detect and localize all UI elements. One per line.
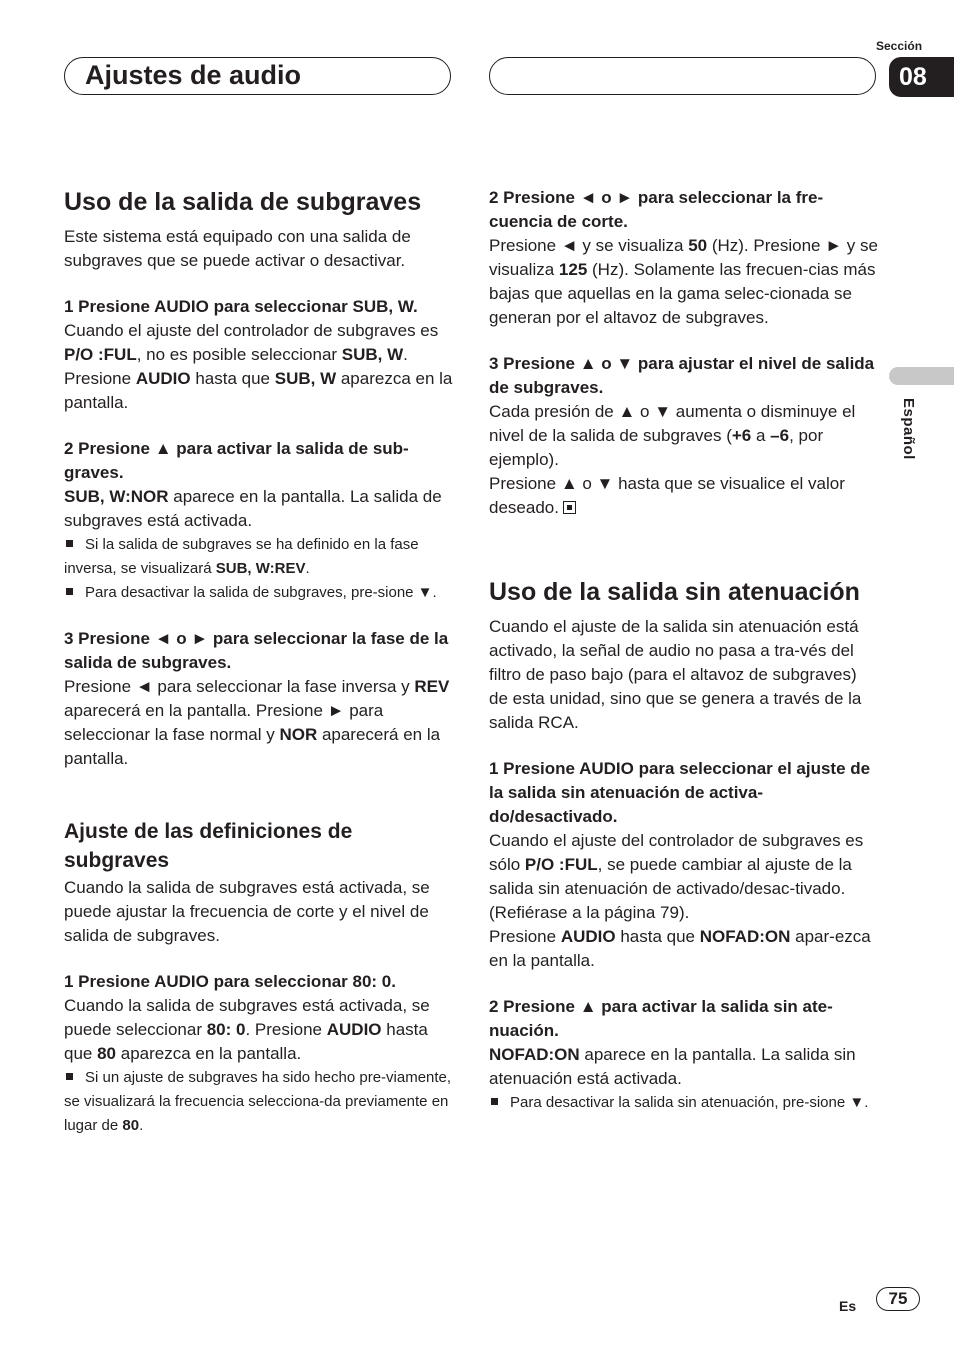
bullet-square-icon xyxy=(491,1098,498,1105)
step-2-cutoff-body: Presione ◄ y se visualiza 50 (Hz). Presione ► y se visualiza 125 (Hz). Solamente las frecuen-cias más bajas que aquellas en la gama selec-cionada se generan por el altavoz de subgraves. xyxy=(489,236,878,327)
language-tab-bar xyxy=(889,367,954,385)
step-1-nofad-body: Cuando el ajuste del controlador de subgraves es sólo P/O :FUL, se puede cambiar al ajuste de la salida sin atenuación de activado/desac-tivado. (Refiérase a la página 79). xyxy=(489,831,864,922)
step-3-body: Presione ◄ para seleccionar la fase inversa y REV aparecerá en la pantalla. Presione ► para seleccionar la fase normal y NOR aparecerá en la pantalla. xyxy=(64,677,450,768)
step-2-body: SUB, W:NOR aparece en la pantalla. La salida de subgraves está activada. xyxy=(64,487,442,530)
section-number-badge: 08 xyxy=(889,57,954,97)
step-2-activate-nofad: 2 Presione ▲ para activar la salida sin ate-nuación. xyxy=(489,997,833,1040)
step-1-select-nofad: 1 Presione AUDIO para seleccionar el ajuste de la salida sin atenuación de activa-do/desactivado. xyxy=(489,759,871,826)
page-title: Ajustes de audio xyxy=(85,60,302,90)
heading-subwoofer-settings: Ajuste de las definiciones de subgraves xyxy=(64,820,353,872)
non-fading-intro: Cuando el ajuste de la salida sin atenuación está activado, la señal de audio no pasa a tra-vés del filtro de paso bajo (para el altavoz de subgraves) de esta unidad, sino que se genera a través de la salida RCA. xyxy=(489,617,862,732)
header-blank-frame xyxy=(489,57,876,95)
step-3-adjust-level: 3 Presione ▲ o ▼ para ajustar el nivel de salida de subgraves. xyxy=(489,354,875,397)
step-3-level-body-2: Presione ▲ o ▼ hasta que se visualice el valor deseado. xyxy=(489,474,845,517)
step-2-nofad-body: NOFAD:ON aparece en la pantalla. La salida sin atenuación está activada. xyxy=(489,1045,856,1088)
note-deactivate-nofad: Para desactivar la salida sin atenuación, pre-sione ▼. xyxy=(489,1091,879,1115)
heading-subwoofer-output: Uso de la salida de subgraves xyxy=(64,188,422,216)
bullet-square-icon xyxy=(66,1073,73,1080)
bullet-square-icon xyxy=(66,588,73,595)
note-deactivate-sub: Para desactivar la salida de subgraves, pre-sione ▼. xyxy=(64,581,454,605)
heading-non-fading-output: Uso de la salida sin atenuación xyxy=(489,578,860,606)
step-1-select-80-body: Cuando la salida de subgraves está activada, se puede seleccionar 80: 0. Presione AUDIO hasta que 80 aparezca en la pantalla. xyxy=(64,996,430,1063)
step-2-cutoff-frequency: 2 Presione ◄ o ► para seleccionar la fre-cuencia de corte. xyxy=(489,188,824,231)
intro-paragraph: Este sistema está equipado con una salida de subgraves que se puede activar o desactivar. xyxy=(64,227,411,270)
step-3-select-phase: 3 Presione ◄ o ► para seleccionar la fase de la salida de subgraves. xyxy=(64,629,449,672)
step-1-body: Cuando el ajuste del controlador de subgraves es P/O :FUL, no es posible seleccionar SUB, W. Presione AUDIO hasta que SUB, W aparezca en la pantalla. xyxy=(64,321,453,412)
page-number: 75 xyxy=(876,1287,920,1311)
settings-intro: Cuando la salida de subgraves está activada, se puede ajustar la frecuencia de corte y el nivel de salida de subgraves. xyxy=(64,878,430,945)
step-1-select-sub: 1 Presione AUDIO para seleccionar SUB, W. xyxy=(64,297,418,316)
right-column xyxy=(489,186,879,1115)
note-reverse-phase: Si la salida de subgraves se ha definido en la fase inversa, se visualizará SUB, W:REV. xyxy=(64,536,419,577)
section-label: Sección xyxy=(876,39,923,53)
note-previous-setting: Si un ajuste de subgraves ha sido hecho pre-viamente, se visualizará la frecuencia selecciona-da previamente en lugar de 80. xyxy=(64,1069,452,1134)
step-1-select-80: 1 Presione AUDIO para seleccionar 80: 0. xyxy=(64,972,396,991)
language-tab-label: Español xyxy=(900,398,917,460)
left-column xyxy=(64,186,454,1138)
step-2-activate-sub: 2 Presione ▲ para activar la salida de sub-graves. xyxy=(64,439,409,482)
end-mark-icon xyxy=(563,501,576,514)
step-1-nofad-body-2: Presione AUDIO hasta que NOFAD:ON apar-ezca en la pantalla. xyxy=(489,927,871,970)
language-code: Es xyxy=(839,1298,857,1314)
bullet-square-icon xyxy=(66,540,73,547)
step-3-level-body: Cada presión de ▲ o ▼ aumenta o disminuye el nivel de la salida de subgraves (+6 a –6, por ejemplo). xyxy=(489,402,856,469)
